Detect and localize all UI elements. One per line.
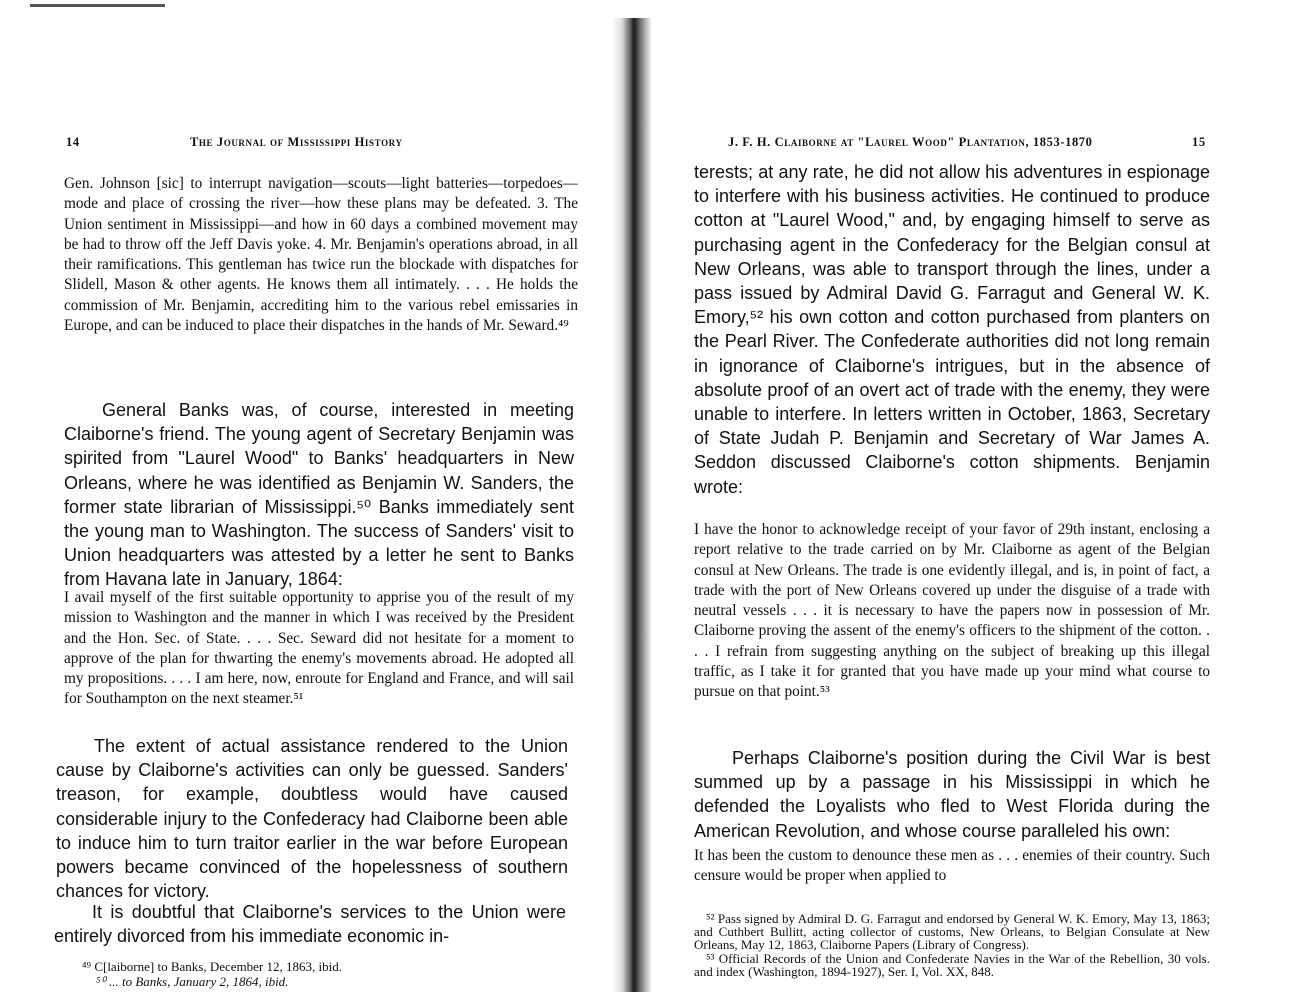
left-running-head: The Journal of Mississippi History	[190, 135, 403, 149]
right-page-number: 15	[1192, 135, 1206, 149]
right-footnote-52: ⁵² Pass signed by Admiral D. G. Farragut and endorsed by General W. K. Emory, May 13, 1863; and Cuthbert Bullitt, acting collector of customs, New Orleans, to Belgian Consulate at New Orleans, May 12, 1863, Claiborne Papers (Library of Congress).	[694, 911, 1210, 952]
left-paragraph-2: The extent of actual assistance rendered to the Union cause by Claiborne's activities can only be guessed. Sanders' treason, for example, doubtless would have caused considerable injury to the Confederacy had Claiborne been able to induce him to turn traitor earlier in the war before European powers became convinced of the hopelessness of southern chances for victory.	[56, 736, 568, 902]
right-paragraph-2: Perhaps Claiborne's position during the Civil War is best summed up by a passage in his Mississippi in which he defended the Loyalists who fled to West Florida during the American Revolution, and whose course paralleled his own:	[694, 748, 1210, 841]
left-footnote-49: ⁴⁹ C[laiborne] to Banks, December 12, 1863, ibid.	[82, 959, 342, 974]
book-gutter	[612, 18, 652, 992]
right-footnote-53: ⁵³ Official Records of the Union and Confederate Navies in the War of the Rebellion, 30 vols. and index (Washington, 1894-1927), Ser. I, Vol. XX, 848.	[694, 951, 1210, 979]
right-running-head: J. F. H. Claiborne at "Laurel Wood" Plantation, 1853-1870	[728, 135, 1093, 149]
left-paragraph-3: It is doubtful that Claiborne's services to the Union were entirely divorced from his immediate economic in-	[54, 902, 566, 947]
left-quote-continuation: Gen. Johnson [sic] to interrupt navigation—scouts—light batteries—torpedoes—mode and place of crossing the river—how these plans may be defeated. 3. The Union sentiment in Mississippi—and how in 60 days a combined movement may be had to throw off the Jeff Davis yoke. 4. Mr. Benjamin's operations abroad, in all their ramifications. This gentleman has twice run the blockade with dispatches for Slidell, Mason & other agents. He knows them all intimately. . . . He holds the commission of Mr. Benjamin, accrediting him to the various rebel emissaries in Europe, and can be induced to place their dispatches in the hands of Mr. Seward.⁴⁹	[64, 175, 578, 335]
left-quote-sanders: I avail myself of the first suitable opportunity to apprise you of the result of my mission to Washington and the manner in which I was received by the President and the Hon. Sec. of State. . . . Sec. Seward did not hesitate for a moment to approve of the plan for thwarting the enemy's movements abroad. He adopted all my propositions. . . . I am here, now, enroute for England and France, and will sail for Southampton on the next steamer.⁵¹	[64, 589, 574, 708]
right-paragraph-1: terests; at any rate, he did not allow his adventures in espionage to interfere with his business activities. He continued to produce cotton at "Laurel Wood," and, by engaging himself to serve as purchasing agent in the Confederacy for the Belgian consul at New Orleans, was able to transport through the lines, under a pass issued by Admiral David G. Farragut and General W. K. Emory,⁵² his own cotton and cotton purchased from planters on the Pearl River. The Confederate authorities did not long remain in ignorance of Claiborne's intrigues, but in the absence of absolute proof of an overt act of trade with the enemy, they were unable to interfere. In letters written in October, 1863, Secretary of State Judah P. Benjamin and Secretary of War James A. Seddon discussed Claiborne's cotton shipments. Benjamin wrote:	[694, 162, 1210, 497]
left-page-number: 14	[66, 135, 80, 149]
left-footnote-50: ⁵⁰ ... to Banks, January 2, 1864, ibid.	[96, 974, 289, 989]
right-quote-benjamin: I have the honor to acknowledge receipt of your favor of 29th instant, enclosing a report relative to the trade carried on by Mr. Claiborne as agent of the Belgian consul at New Orleans. The trade is one evidently illegal, and is, in point of fact, a trade with the port of New Orleans covered up under the disguise of a trade with neutral vessels . . . it is necessary to have the papers now in possession of Mr. Claiborne proving the assent of the enemy's officers to the shipment of the cotton. . . . I refrain from suggesting anything on the subject of breaking up this illegal traffic, as I take it for granted that you have made up your mind what course to pursue on that point.⁵³	[694, 521, 1210, 701]
right-quote-loyalists: It has been the custom to denounce these men as . . . enemies of their country. Such censure would be proper when applied to	[694, 847, 1210, 885]
left-paragraph-1: General Banks was, of course, interested in meeting Claiborne's friend. The young agent of Secretary Benjamin was spirited from "Laurel Wood" to Banks' headquarters in New Orleans, where he was identified as Benjamin W. Sanders, the former state librarian of Mississippi.⁵⁰ Banks immediately sent the young man to Washington. The success of Sanders' visit to Union headquarters was attested by a letter he sent to Banks from Havana late in January, 1864:	[64, 400, 574, 590]
